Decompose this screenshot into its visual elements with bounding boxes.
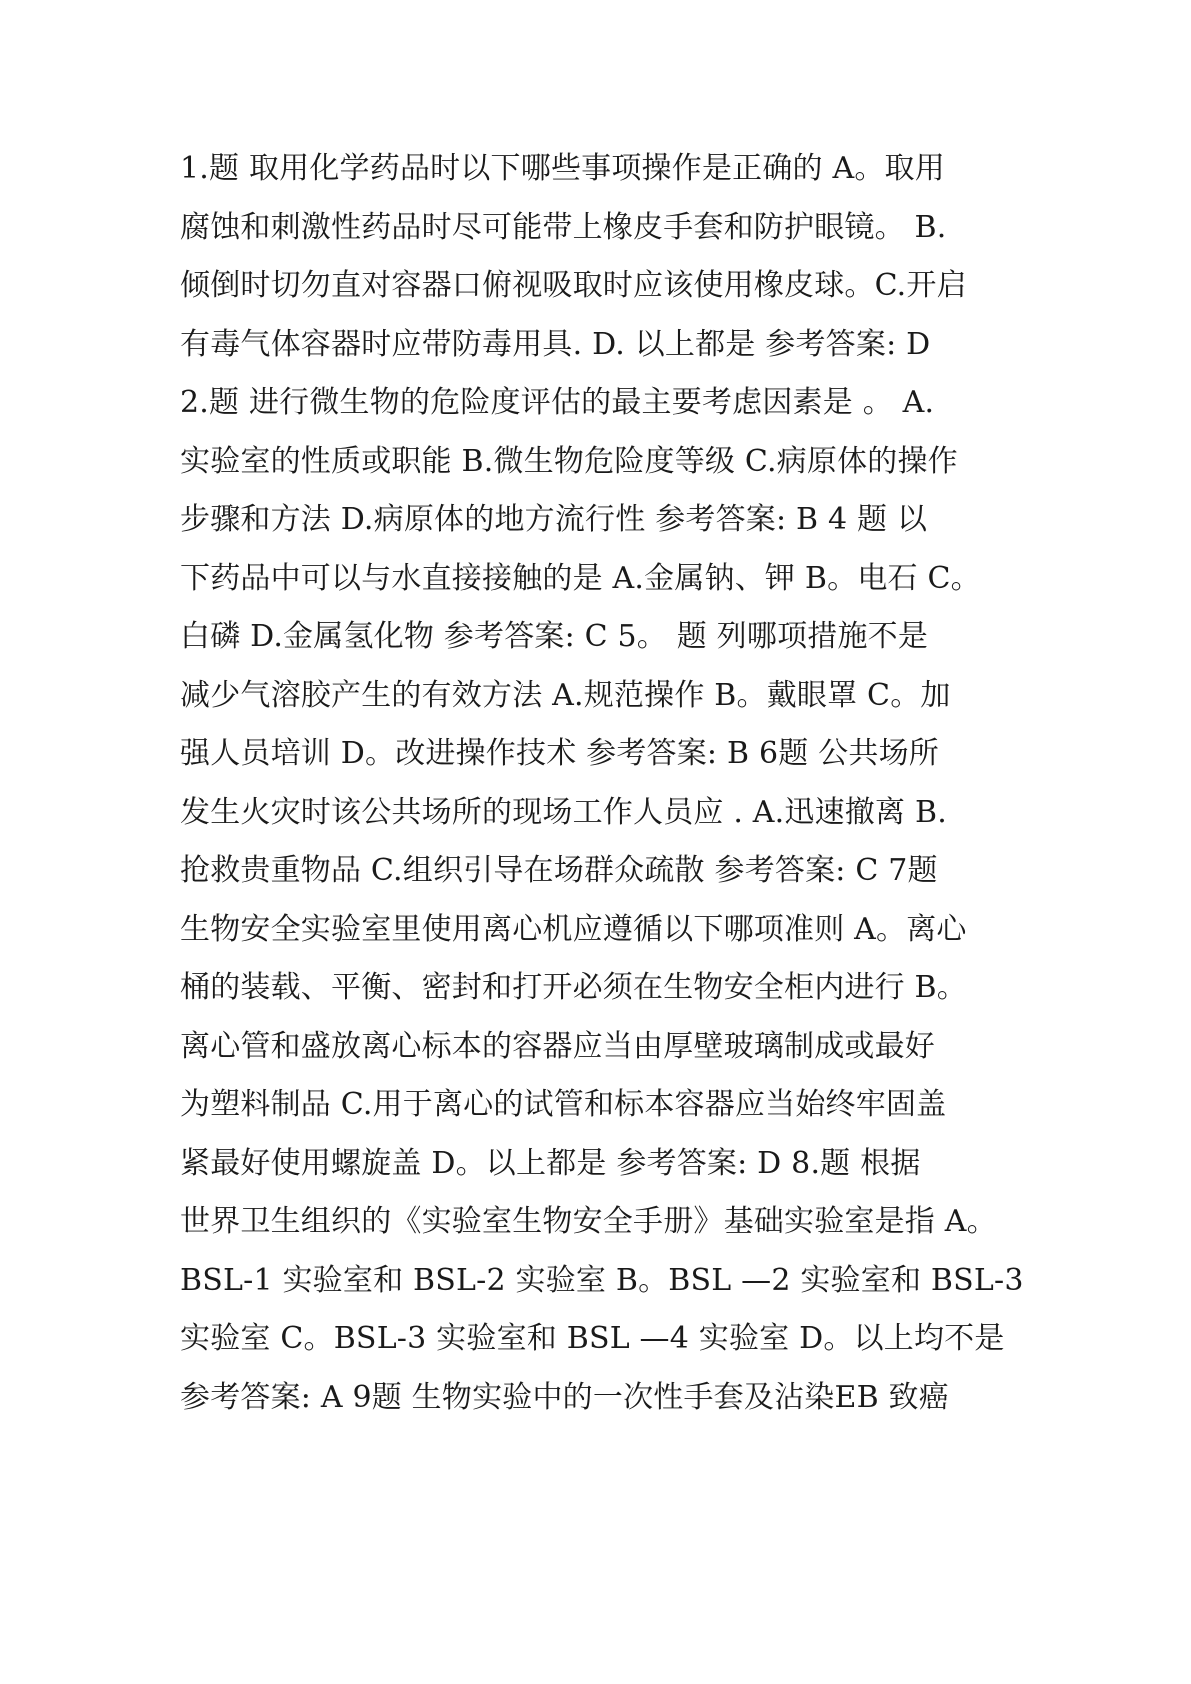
question-text-block: [180, 140, 1040, 1427]
text-line: 生物安全实验室里使用离心机应遵循以下哪项准则 A。离心: [180, 911, 967, 947]
text-line: 为塑料制品 C.用于离心的试管和标本容器应当始终牢固盖: [180, 1087, 947, 1122]
text-line: 减少气溶胶产生的有效方法 A.规范操作 B。戴眼罩 C。加: [180, 677, 951, 713]
text-line: 步骤和方法 D.病原体的地方流行性 参考答案: B 4 题 以: [180, 502, 928, 537]
text-line: 实验室 C。BSL-3 实验室和 BSL —4 实验室 D。以上均不是: [180, 1321, 1005, 1356]
text-line: 实验室的性质或职能 B.微生物危险度等级 C.病原体的操作: [180, 443, 958, 479]
text-line: BSL-1 实验室和 BSL-2 实验室 B。BSL —2 实验室和 BSL-3: [180, 1262, 1024, 1298]
text-line: 1.题 取用化学药品时以下哪些事项操作是正确的 A。取用: [180, 151, 945, 186]
text-line: 世界卫生组织的《实验室生物安全手册》基础实验室是指 A。: [180, 1204, 997, 1239]
text-line: 桶的装载、平衡、密封和打开必须在生物安全柜内进行 B。: [180, 970, 967, 1005]
text-line: 倾倒时切勿直对容器口俯视吸取时应该使用橡皮球。C.开启: [180, 268, 967, 303]
text-line: 参考答案: A 9题 生物实验中的一次性手套及沾染EB 致癌: [180, 1379, 949, 1415]
text-line: 有毒气体容器时应带防毒用具. D. 以上都是 参考答案: D: [180, 326, 931, 362]
text-line: 离心管和盛放离心标本的容器应当由厚壁玻璃制成或最好: [180, 1028, 935, 1064]
text-line: 发生火灾时该公共场所的现场工作人员应 . A.迅速撤离 B.: [180, 794, 947, 830]
text-line: 紧最好使用螺旋盖 D。以上都是 参考答案: D 8.题 根据: [180, 1145, 921, 1181]
text-line: 2.题 进行微生物的危险度评估的最主要考虑因素是 。 A.: [180, 385, 935, 420]
text-line: 抢救贵重物品 C.组织引导在场群众疏散 参考答案: C 7题: [180, 853, 938, 888]
text-line: 白磷 D.金属氢化物 参考答案: C 5。 题 列哪项措施不是: [180, 619, 929, 654]
text-line: 下药品中可以与水直接接触的是 A.金属钠、钾 B。电石 C。: [180, 560, 981, 596]
text-line: 强人员培训 D。改进操作技术 参考答案: B 6题 公共场所: [180, 736, 939, 771]
text-line: 腐蚀和刺激性药品时尽可能带上橡皮手套和防护眼镜。 B.: [180, 209, 947, 245]
